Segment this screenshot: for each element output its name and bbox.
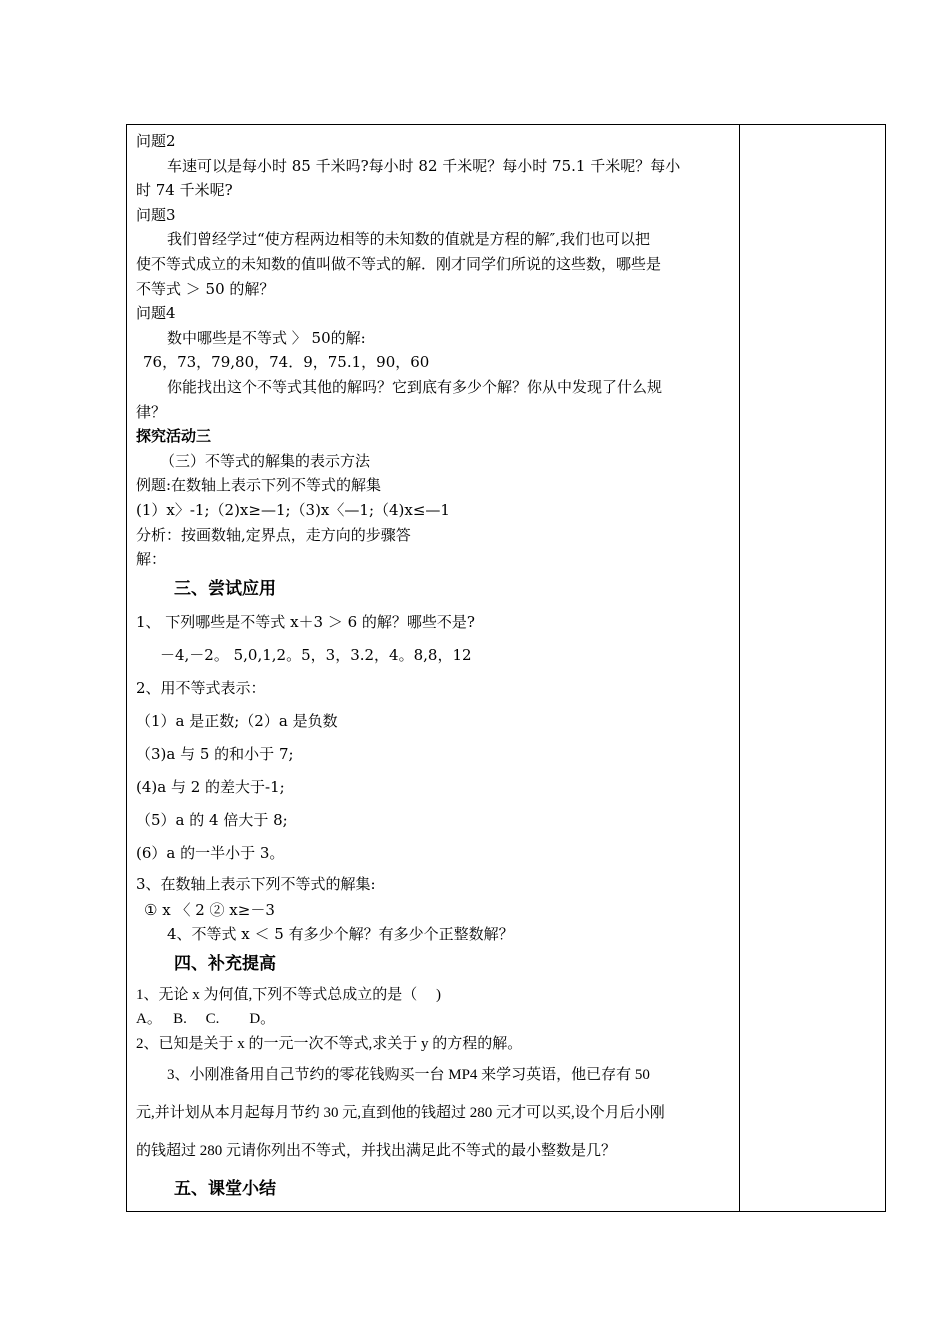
- activity-3-example: 例题:在数轴上表示下列不等式的解集: [136, 476, 382, 495]
- activity-3-title: 探究活动三: [136, 427, 212, 446]
- sec3-question-3: 3、在数轴上表示下列不等式的解集:: [136, 874, 376, 893]
- sec4-question-1: 1、无论 x 为何值,下列不等式总成立的是（ ): [136, 986, 441, 1003]
- sec3-question-2-item-3: （3)a 与 5 的和小于 7;: [136, 744, 294, 763]
- problem-4-label: 问题4: [136, 304, 176, 323]
- sec3-question-2-item-5: （5）a 的 4 倍大于 8;: [136, 810, 288, 829]
- problem-4-text: 数中哪些是不等式 〉 50的解:: [167, 328, 366, 347]
- sec4-question-3-end: 的钱超过 280 元请你列出不等式，并找出满足此不等式的最小整数是几？: [136, 1143, 617, 1160]
- sec3-question-2-item-6: (6）a 的一半小于 3。: [136, 843, 285, 862]
- sec3-question-1: 1、 下列哪些是不等式 x＋3 ＞ 6 的解？哪些不是?: [136, 612, 475, 631]
- sec4-question-1-options: A。 B. C. D。: [136, 1011, 276, 1028]
- sec4-question-3-cont: 元,并计划从本月起每月节约 30 元,直到他的钱超过 280 元才可以买,设个月后小刚: [136, 1105, 665, 1122]
- activity-3-analysis: 分析：按画数轴,定界点，走方向的步骤答: [136, 525, 411, 544]
- problem-3-text-cont: 使不等式成立的未知数的值叫做不等式的解．刚才同学们所说的这些数，哪些是: [136, 254, 662, 273]
- column-divider: [739, 125, 740, 1211]
- problem-2-label: 问题2: [136, 132, 176, 150]
- problem-3-label: 问题3: [136, 205, 176, 224]
- activity-3-subtitle: （三）不等式的解集的表示方法: [160, 451, 371, 470]
- problem-4-question: 你能找出这个不等式其他的解吗？它到底有多少个解？你从中发现了什么规: [167, 377, 663, 396]
- problem-4-question-cont: 律？: [136, 402, 167, 421]
- sec3-question-4: 4、不等式 x ＜ 5 有多少个解？有多少个正整数解？: [167, 924, 514, 943]
- problem-3-text: 我们曾经学过“使方程两边相等的未知数的值就是方程的解″,我们也可以把: [167, 230, 651, 249]
- problem-2-text-cont: 时 74 千米呢?: [136, 181, 233, 200]
- activity-3-inequalities: (1）x〉-1;（2)x≥—1;（3)x〈—1;（4)x≤—1: [136, 500, 450, 519]
- problem-4-values: 76，73，79,80，74．9，75.1，90，60: [143, 353, 430, 372]
- section-4-title: 四、补充提高: [174, 953, 276, 974]
- section-3-title: 三、尝试应用: [174, 578, 276, 599]
- lesson-content: [136, 129, 732, 1208]
- sec3-question-3-items: ① x 〈 2 ② x≥－3: [144, 900, 275, 919]
- problem-2-text: 车速可以是每小时 85 千米吗?每小时 82 千米呢？每小时 75.1 千米呢？每小: [167, 156, 681, 175]
- sec4-question-2: 2、已知是关于 x 的一元一次不等式,求关于 y 的方程的解。: [136, 1035, 523, 1052]
- sec3-question-2: 2、用不等式表示：: [136, 678, 266, 697]
- activity-3-solution: 解：: [136, 550, 167, 569]
- sec3-question-2-item-1: （1）a 是正数;（2）a 是负数: [136, 711, 338, 730]
- sec3-question-2-item-4: (4)a 与 2 的差大于-1;: [136, 777, 285, 796]
- lesson-table: [126, 124, 886, 1212]
- problem-3-text-end: 不等式 ＞ 50 的解？: [136, 279, 275, 298]
- sec4-question-3: 3、小刚准备用自己节约的零花钱购买一台 MP4 来学习英语，他已存有 50: [167, 1067, 650, 1084]
- section-5-title: 五、课堂小结: [174, 1179, 276, 1200]
- sec3-question-1-values: －4,－2。 5,0,1,2。5，3，3.2，4。8,8，12: [160, 645, 472, 664]
